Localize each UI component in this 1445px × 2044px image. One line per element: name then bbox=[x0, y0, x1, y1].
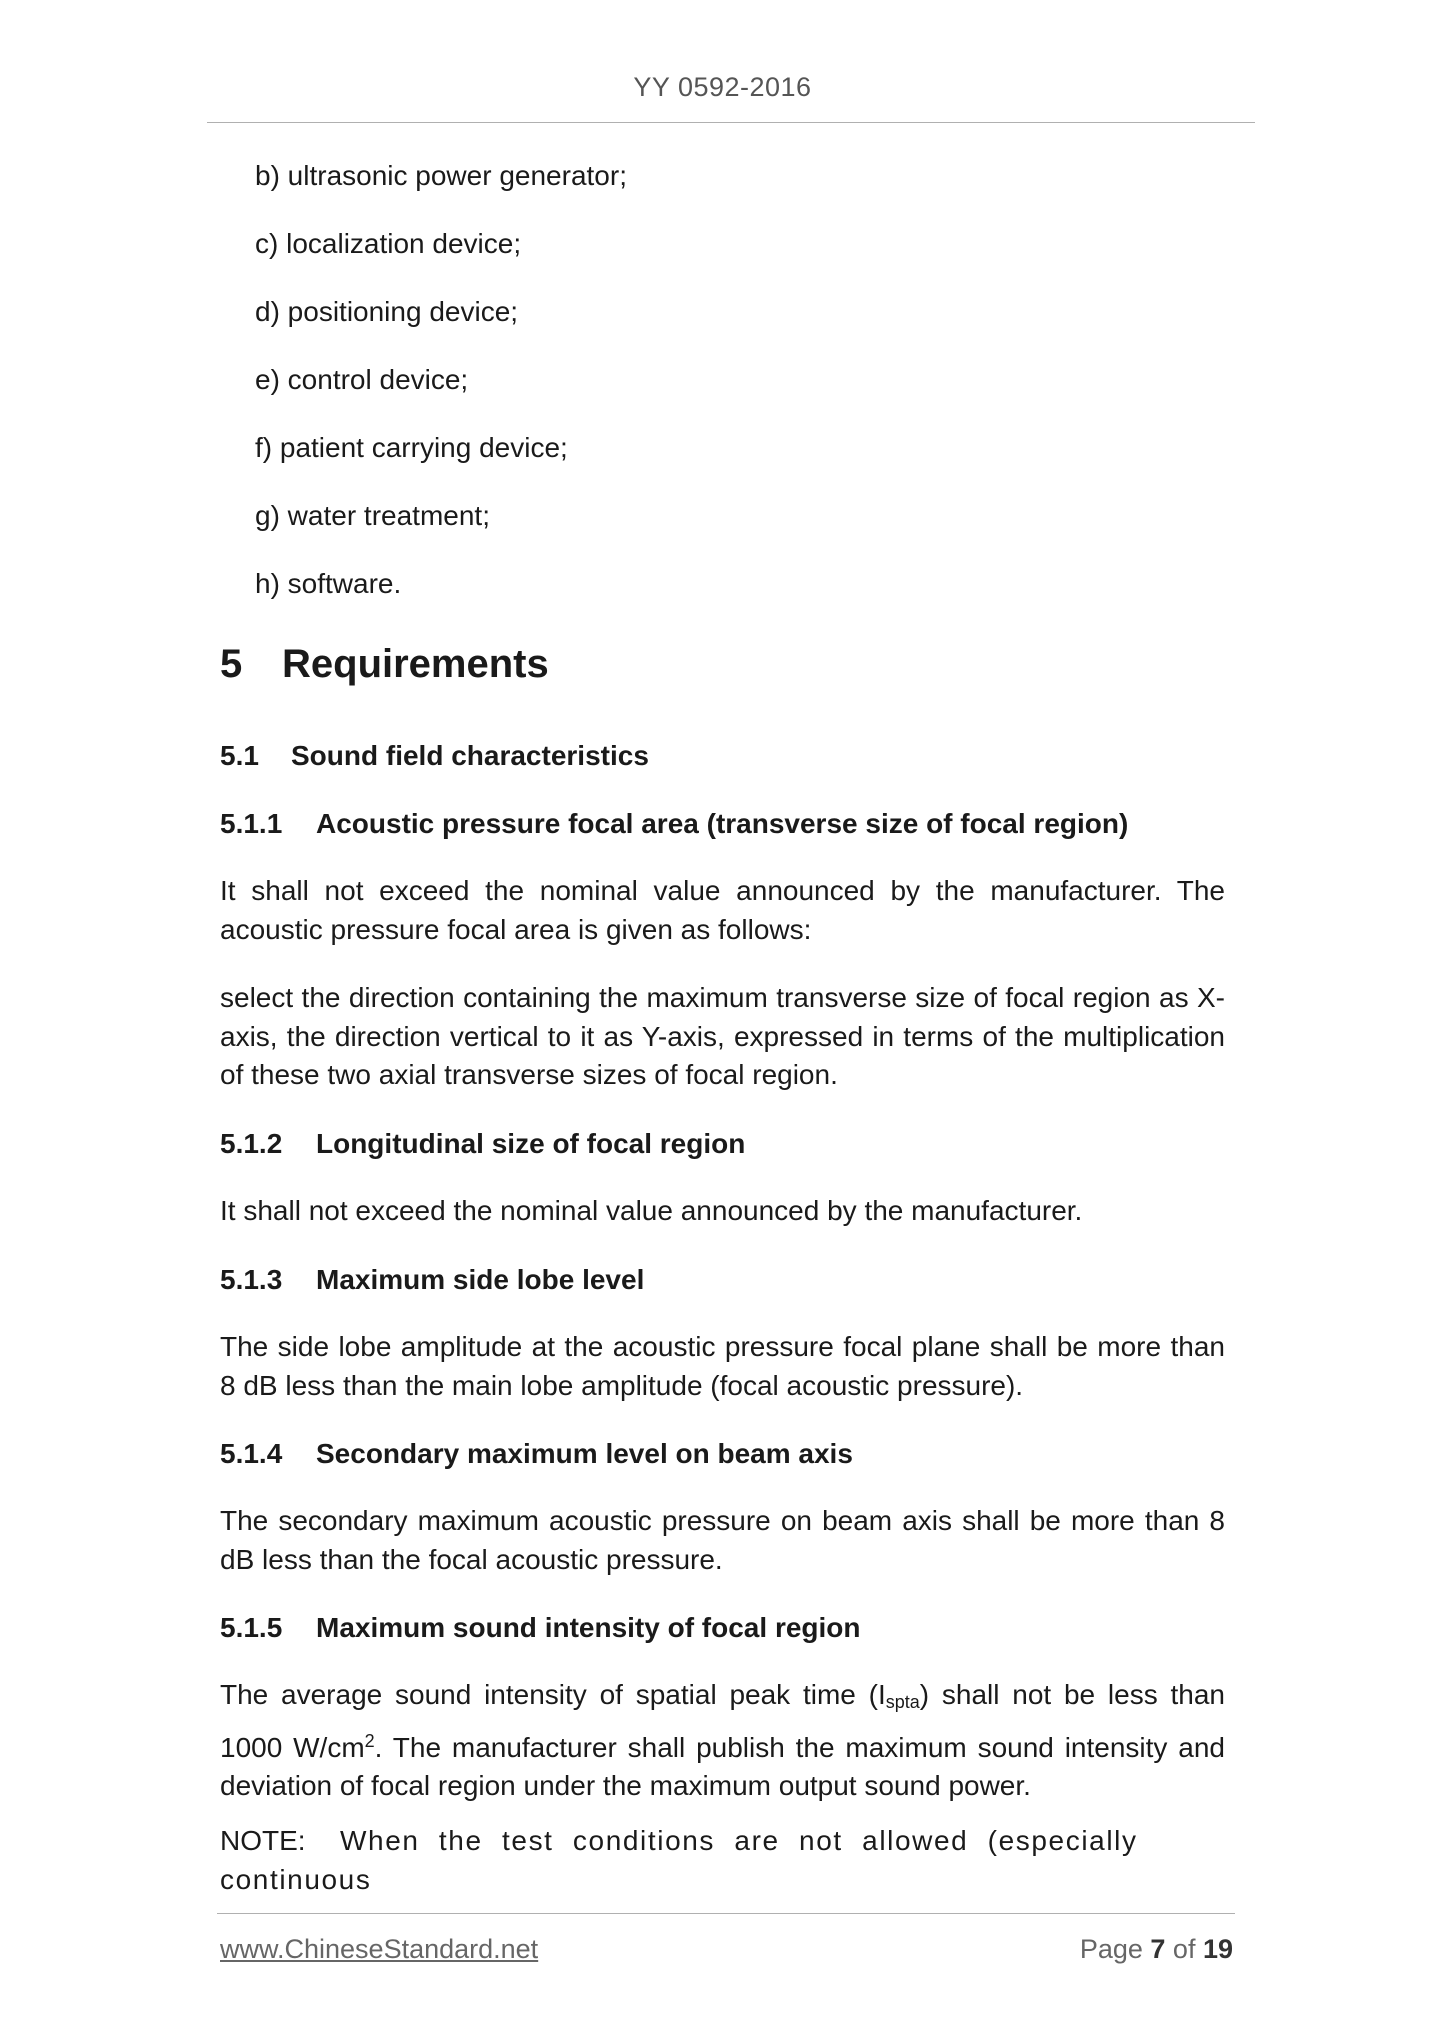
paragraph: select the direction containing the maximum transverse size of focal region as X-axis, the direction vertical to it as Y-axis, expressed in terms of the multiplication of these two axial transverse sizes of focal region. bbox=[220, 982, 1225, 1090]
component-list bbox=[255, 156, 627, 632]
text-run: . The manufacturer shall publish the maximum sound intensity and deviation of focal region under the maximum output sound power. bbox=[220, 1731, 1225, 1801]
paragraph: It shall not exceed the nominal value announced by the manufacturer. The acoustic pressure focal area is given as follows: bbox=[220, 875, 1225, 945]
section-number: 5.1.4 bbox=[220, 1438, 283, 1469]
list-item: f) patient carrying device; bbox=[255, 432, 568, 463]
list-item: d) positioning device; bbox=[255, 296, 519, 327]
page-of: of bbox=[1165, 1934, 1203, 1964]
text-run: ) shall not be less than 1000 W/cm bbox=[220, 1679, 1225, 1763]
page-total: 19 bbox=[1202, 1934, 1233, 1964]
text-run: The average sound intensity of spatial peak time (I bbox=[220, 1679, 886, 1710]
list-item: b) ultrasonic power generator; bbox=[255, 160, 627, 191]
section-title: Acoustic pressure focal area (transverse size of focal region) bbox=[316, 808, 1129, 839]
list-item: g) water treatment; bbox=[255, 500, 490, 531]
paragraph: The side lobe amplitude at the acoustic pressure focal plane shall be more than 8 dB less than the main lobe amplitude (focal acoustic pressure). bbox=[220, 1331, 1225, 1401]
section-heading-5 bbox=[220, 642, 549, 687]
paragraph: It shall not exceed the nominal value announced by the manufacturer. bbox=[220, 1195, 1083, 1226]
clause-heading-5-1-1 bbox=[220, 806, 1128, 842]
website-link[interactable]: www.ChineseStandard.net bbox=[220, 1934, 539, 1964]
clause-heading-5-1-3 bbox=[220, 1262, 644, 1298]
section-number: 5.1.2 bbox=[220, 1128, 283, 1159]
page-prefix: Page bbox=[1079, 1934, 1151, 1964]
clause-heading-5-1-2 bbox=[220, 1126, 745, 1162]
section-title: Secondary maximum level on beam axis bbox=[316, 1438, 853, 1469]
section-number: 5 bbox=[220, 642, 243, 686]
clause-heading-5-1-5 bbox=[220, 1610, 861, 1646]
header-divider bbox=[207, 122, 1255, 123]
section-number: 5.1.1 bbox=[220, 808, 283, 839]
document-code: YY 0592-2016 bbox=[633, 72, 812, 102]
paragraph: The secondary maximum acoustic pressure on beam axis shall be more than 8 dB less than the focal acoustic pressure. bbox=[220, 1505, 1225, 1575]
subsection-heading-5-1 bbox=[220, 738, 649, 774]
section-number: 5.1.3 bbox=[220, 1264, 283, 1295]
list-item: c) localization device; bbox=[255, 228, 522, 259]
note-label: NOTE: bbox=[220, 1825, 306, 1856]
page-indicator bbox=[1080, 1934, 1233, 1965]
section-number: 5.1 bbox=[220, 740, 259, 771]
footer-divider bbox=[217, 1913, 1235, 1914]
paragraph bbox=[220, 1676, 1225, 1806]
page-number: 7 bbox=[1150, 1934, 1166, 1964]
section-title: Sound field characteristics bbox=[291, 740, 649, 771]
section-title: Maximum sound intensity of focal region bbox=[316, 1612, 861, 1643]
list-item: h) software. bbox=[255, 568, 402, 599]
clause-heading-5-1-4 bbox=[220, 1436, 853, 1472]
section-title: Longitudinal size of focal region bbox=[316, 1128, 746, 1159]
subscript: spta bbox=[885, 1692, 920, 1712]
superscript: 2 bbox=[364, 1730, 375, 1751]
section-title: Requirements bbox=[282, 642, 549, 686]
note-text: When the test conditions are not allowed (especially continuous bbox=[220, 1825, 1138, 1895]
section-title: Maximum side lobe level bbox=[316, 1264, 645, 1295]
section-number: 5.1.5 bbox=[220, 1612, 283, 1643]
note bbox=[220, 1822, 1225, 1899]
list-item: e) control device; bbox=[255, 364, 469, 395]
